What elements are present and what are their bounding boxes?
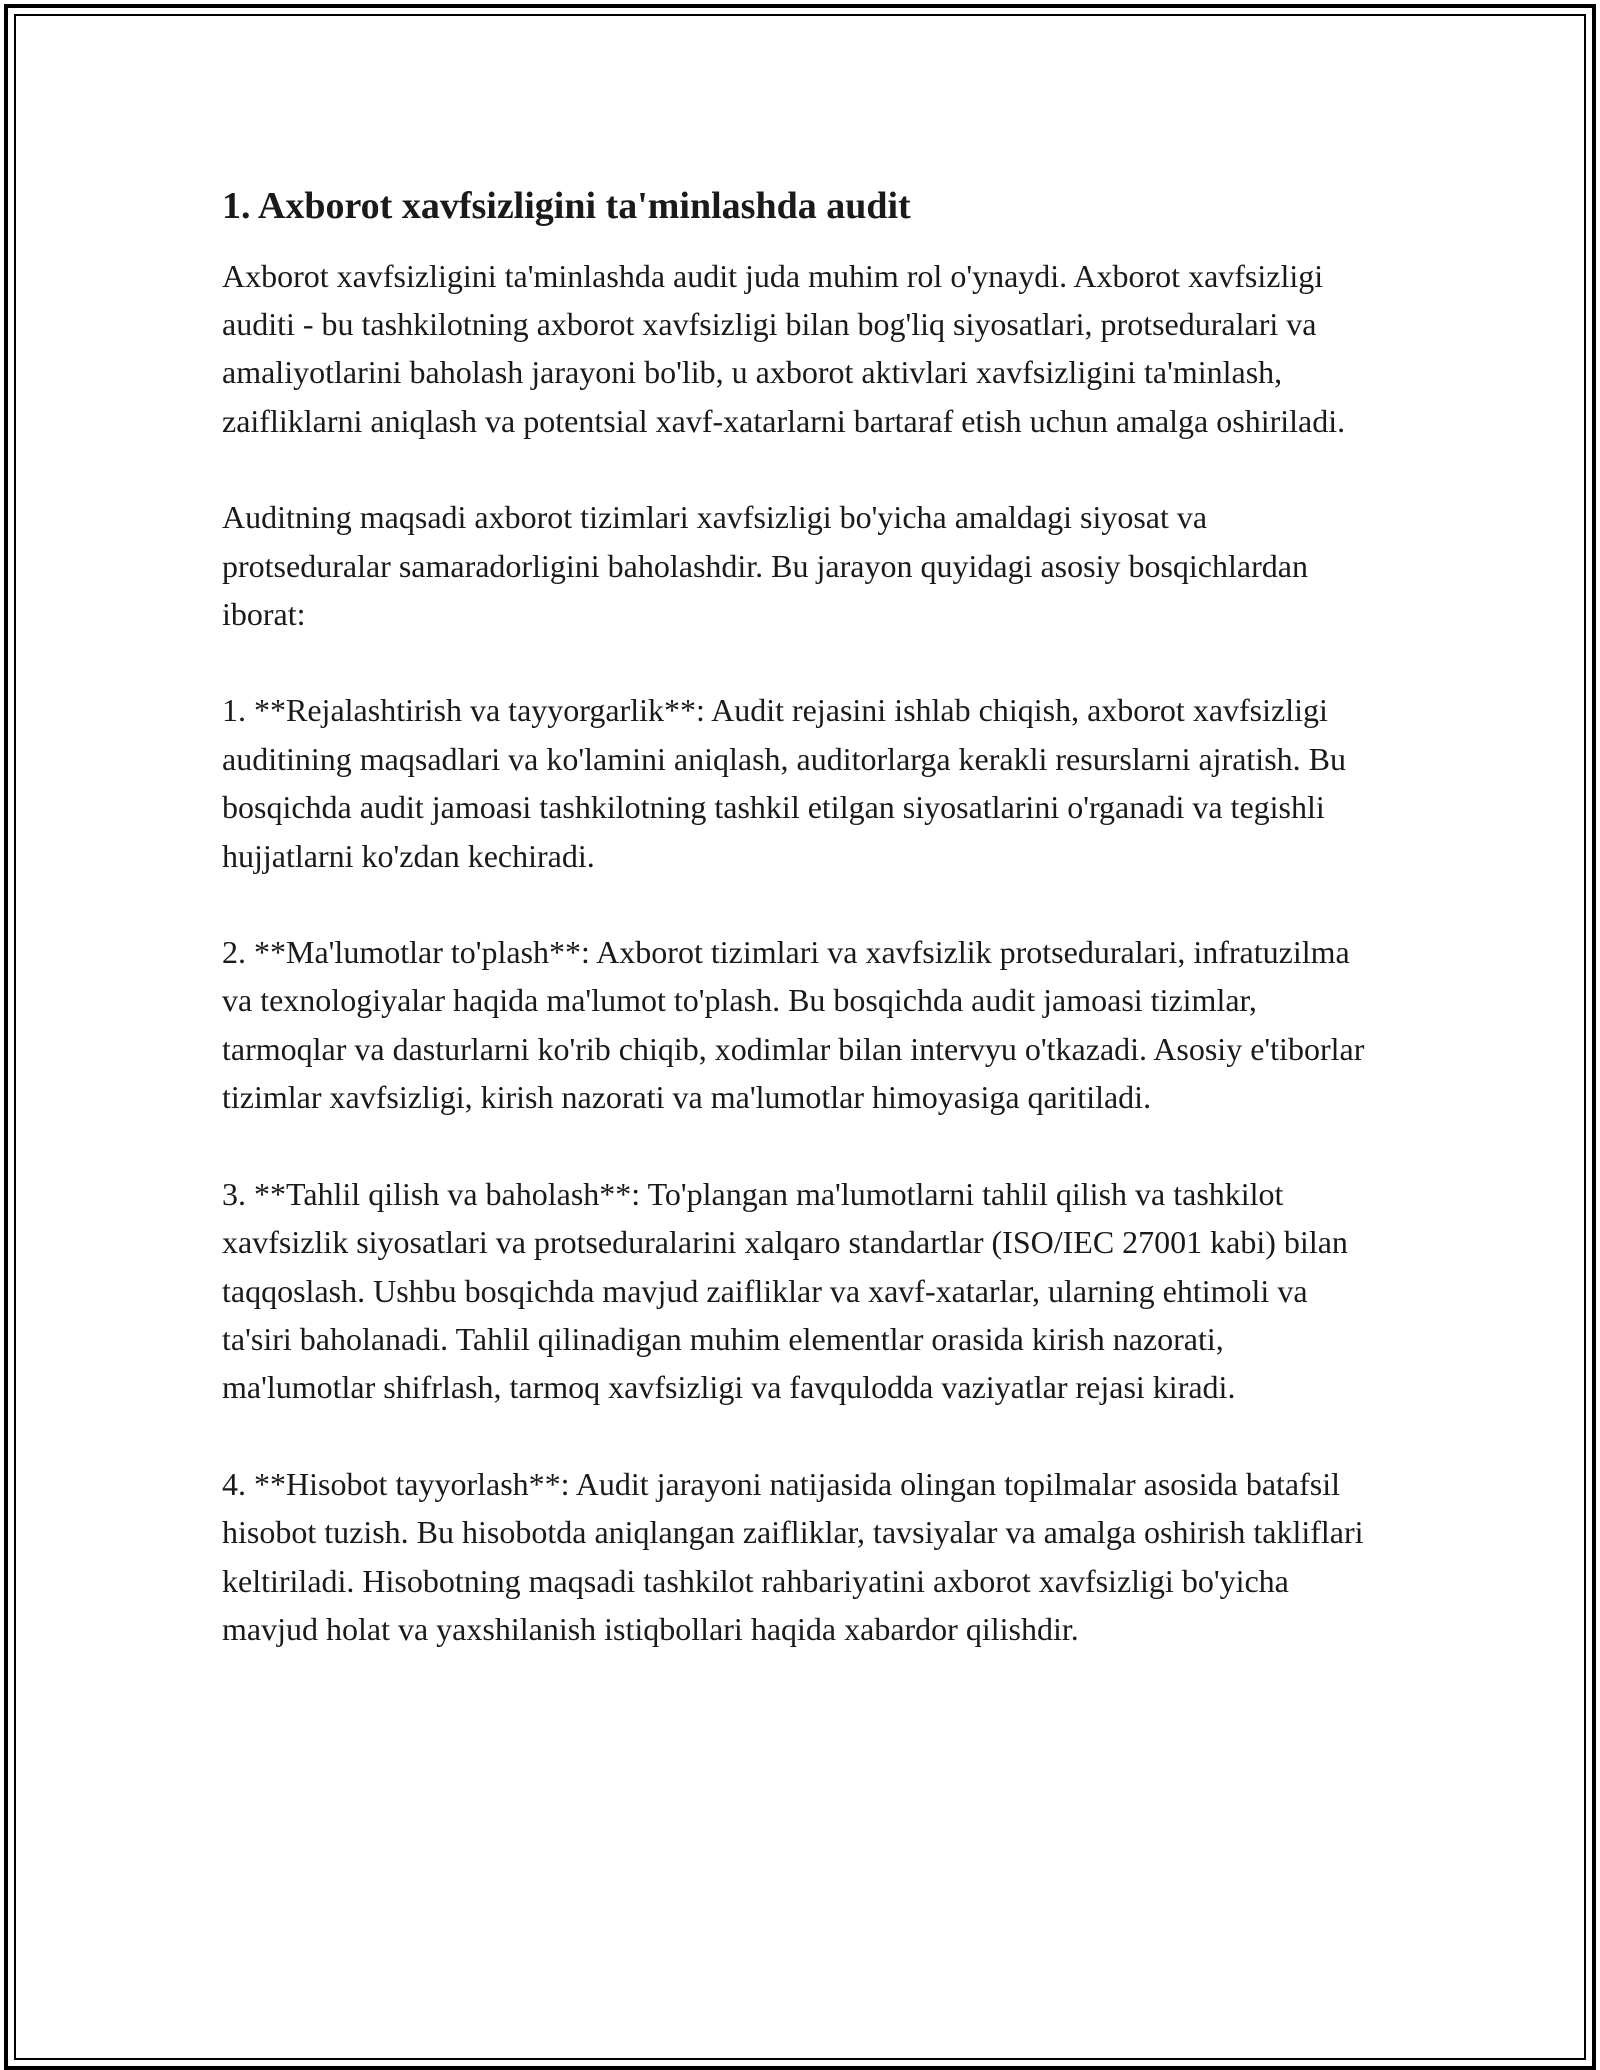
paragraph-step-4: 4. **Hisobot tayyorlash**: Audit jarayoni natijasida olingan topilmalar asosida batafsil hisobot tuzish. Bu hisobotda aniqlangan zaifliklar, tavsiyalar va amalga oshirish takliflari keltiriladi. Hisobotning maqsadi tashkilot rahbariyatini axborot xavfsizligi bo'yicha mavjud holat va yaxshilanish istiqbollari haqida xabardor qilishdir.	[222, 1465, 1364, 1647]
paragraph-step-3: 3. **Tahlil qilish va baholash**: To'plangan ma'lumotlarni tahlil qilish va tashkilot xavfsizlik siyosatlari va protseduralarini xalqaro standartlar (ISO/IEC 27001 kabi) bilan taqqoslash. Ushbu bosqichda mavjud zaifliklar va xavf-xatarlar, ularning ehtimoli va ta'siri baholanadi. Tahlil qilinadigan muhim elementlar orasida kirish nazorati, ma'lumotlar shifrlash, tarmoq xavfsizligi va favqulodda vaziyatlar rejasi kiradi.	[222, 1175, 1348, 1406]
paragraph-step-2: 2. **Ma'lumotlar to'plash**: Axborot tizimlari va xavfsizlik protseduralari, infratuzilma va texnologiyalar haqida ma'lumot to'plash. Bu bosqichda audit jamoasi tizimlar, tarmoqlar va dasturlarni ko'rib chiqib, xodimlar bilan intervyu o'tkazadi. Asosiy e'tiborlar tizimlar xavfsizligi, kirish nazorati va ma'lumotlar himoyasiga qaritiladi.	[222, 934, 1365, 1116]
document-title: 1. Axborot xavfsizligini ta'minlashda audit	[222, 185, 911, 227]
document-body	[222, 178, 1382, 1701]
paragraph-purpose: Auditning maqsadi axborot tizimlari xavfsizligi bo'yicha amaldagi siyosat va protseduralar samaradorligini baholashdir. Bu jarayon quyidagi asosiy bosqichlardan iborat:	[222, 499, 1308, 633]
paragraph-intro: Axborot xavfsizligini ta'minlashda audit juda muhim rol o'ynaydi. Axborot xavfsizligi auditi - bu tashkilotning axborot xavfsizligi bilan bog'liq siyosatlari, protseduralari va amaliyotlarini baholash jarayoni bo'lib, u axborot aktivlari xavfsizligini ta'minlash, zaifliklarni aniqlash va potentsial xavf-xatarlarni bartaraf etish uchun amalga oshiriladi.	[222, 257, 1346, 439]
paragraph-step-1: 1. **Rejalashtirish va tayyorgarlik**: Audit rejasini ishlab chiqish, axborot xavfsizligi auditining maqsadlari va ko'lamini aniqlash, auditorlarga kerakli resurslarni ajratish. Bu bosqichda audit jamoasi tashkilotning tashkil etilgan siyosatlarini o'rganadi va tegishli hujjatlarni ko'zdan kechiradi.	[222, 692, 1346, 874]
